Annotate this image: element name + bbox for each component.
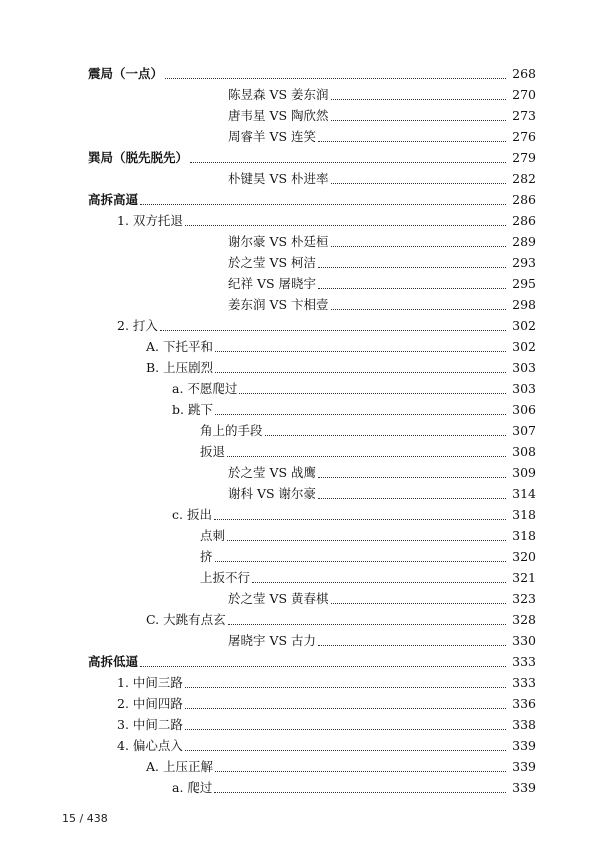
toc-entry-title: 谢尔豪 VS 朴廷桓	[228, 234, 329, 249]
toc-entry[interactable]	[0, 105, 598, 126]
toc-entry-title: 扳退	[200, 444, 226, 459]
toc-entry-title: a. 爬过	[172, 780, 213, 795]
toc-entry-title: 3. 中间二路	[117, 717, 183, 732]
toc-entry-page-number: 279	[512, 150, 536, 165]
toc-entry[interactable]	[0, 525, 598, 546]
toc-entry-page-number: 323	[512, 591, 536, 606]
toc-entry-title: 陈昱森 VS 姜东润	[228, 87, 329, 102]
toc-entry-title: 4. 偏心点入	[117, 738, 183, 753]
toc-entry-title: b. 跳下	[172, 402, 213, 417]
toc-entry-title: B. 上压剧烈	[146, 360, 214, 375]
dot-leader	[331, 245, 506, 247]
toc-entry[interactable]	[0, 546, 598, 567]
toc-entry[interactable]	[0, 147, 598, 168]
toc-entry-title: 角上的手段	[200, 423, 263, 438]
toc-entry[interactable]	[0, 462, 598, 483]
dot-leader	[140, 203, 506, 205]
dot-leader	[185, 749, 506, 751]
toc-entry-title: a. 不愿爬过	[172, 381, 238, 396]
toc-entry-title: 於之莹 VS 柯洁	[228, 255, 317, 270]
toc-entry[interactable]	[0, 441, 598, 462]
toc-entry-page-number: 276	[512, 129, 536, 144]
toc-entry[interactable]	[0, 504, 598, 525]
toc-entry-page-number: 339	[512, 780, 536, 795]
toc-entry-title: A. 上压正解	[146, 759, 213, 774]
toc-entry-title: c. 扳出	[172, 507, 212, 522]
toc-entry-title: 於之莹 VS 黄春棋	[228, 591, 329, 606]
toc-entry-page-number: 333	[512, 654, 536, 669]
toc-entry[interactable]	[0, 294, 598, 315]
dot-leader	[318, 266, 506, 268]
toc-entry-title: 高拆低逼	[88, 654, 139, 669]
toc-entry-page-number: 298	[512, 297, 536, 312]
toc-entry-page-number: 307	[512, 423, 536, 438]
toc-entry-title: 唐韦星 VS 陶欣然	[228, 108, 329, 123]
toc-entry-page-number: 309	[512, 465, 536, 480]
dot-leader	[318, 476, 506, 478]
dot-leader	[228, 623, 506, 625]
toc-entry-title: 高拆高逼	[88, 192, 139, 207]
dot-leader	[185, 224, 506, 226]
toc-entry-page-number: 286	[512, 213, 536, 228]
toc-entry[interactable]	[0, 567, 598, 588]
dot-leader	[215, 560, 506, 562]
toc-entry-page-number: 318	[512, 528, 536, 543]
toc-entry-page-number: 302	[512, 318, 536, 333]
toc-entry-title: 周睿羊 VS 连笑	[228, 129, 317, 144]
toc-entry[interactable]	[0, 252, 598, 273]
dot-leader	[215, 770, 506, 772]
toc-entry-page-number: 295	[512, 276, 536, 291]
toc-entry-page-number: 268	[512, 66, 536, 81]
toc-entry[interactable]	[0, 357, 598, 378]
toc-entry-page-number: 320	[512, 549, 536, 564]
toc-entry-page-number: 302	[512, 339, 536, 354]
dot-leader	[318, 287, 506, 289]
toc-entry-page-number: 273	[512, 108, 536, 123]
toc-entry[interactable]	[0, 777, 598, 798]
toc-entry-title: 上扳不行	[200, 570, 251, 585]
toc-entry[interactable]	[0, 210, 598, 231]
toc-entry-title: 姜东润 VS 卞相壹	[228, 297, 329, 312]
toc-entry-page-number: 286	[512, 192, 536, 207]
toc-entry-title: 1. 中间三路	[117, 675, 183, 690]
toc-entry-page-number: 339	[512, 759, 536, 774]
toc-entry[interactable]	[0, 336, 598, 357]
toc-entry-title: 挤	[200, 549, 213, 564]
dot-leader	[140, 665, 506, 667]
dot-leader	[215, 413, 506, 415]
toc-entry[interactable]	[0, 168, 598, 189]
toc-entry-title: A. 下托平和	[146, 339, 213, 354]
toc-entry[interactable]	[0, 315, 598, 336]
dot-leader	[239, 392, 506, 394]
toc-entry-page-number: 318	[512, 507, 536, 522]
toc-entry-page-number: 314	[512, 486, 536, 501]
toc-entry-title: C. 大跳有点玄	[146, 612, 226, 627]
toc-entry[interactable]	[0, 483, 598, 504]
toc-entry[interactable]	[0, 189, 598, 210]
toc-entry-page-number: 336	[512, 696, 536, 711]
dot-leader	[265, 434, 506, 436]
dot-leader	[190, 161, 506, 163]
toc-entry[interactable]	[0, 651, 598, 672]
dot-leader	[227, 455, 506, 457]
toc-entry-page-number: 289	[512, 234, 536, 249]
dot-leader	[165, 77, 506, 79]
dot-leader	[215, 350, 506, 352]
toc-entry[interactable]	[0, 378, 598, 399]
toc-entry[interactable]	[0, 420, 598, 441]
toc-entry-page-number: 321	[512, 570, 536, 585]
toc-entry-title: 巽局（脱先脱先）	[88, 150, 189, 165]
dot-leader	[214, 518, 506, 520]
table-of-contents	[0, 63, 598, 798]
toc-entry[interactable]	[0, 588, 598, 609]
toc-entry-title: 震局（一点）	[88, 66, 164, 81]
dot-leader	[331, 119, 506, 121]
toc-entry-title: 1. 双方托退	[117, 213, 183, 228]
toc-entry-title: 2. 打入	[117, 318, 158, 333]
toc-entry[interactable]	[0, 63, 598, 84]
toc-entry-page-number: 293	[512, 255, 536, 270]
toc-entry-page-number: 303	[512, 381, 536, 396]
toc-entry-title: 点刺	[200, 528, 226, 543]
toc-entry[interactable]	[0, 399, 598, 420]
toc-entry-page-number: 270	[512, 87, 536, 102]
toc-entry-page-number: 330	[512, 633, 536, 648]
toc-entry-page-number: 333	[512, 675, 536, 690]
toc-entry-title: 2. 中间四路	[117, 696, 183, 711]
toc-entry[interactable]	[0, 630, 598, 651]
toc-entry-page-number: 306	[512, 402, 536, 417]
toc-entry[interactable]	[0, 693, 598, 714]
toc-entry-page-number: 339	[512, 738, 536, 753]
toc-entry[interactable]	[0, 231, 598, 252]
dot-leader	[331, 182, 506, 184]
toc-entry-title: 谢科 VS 谢尔豪	[228, 486, 317, 501]
toc-entry[interactable]	[0, 735, 598, 756]
dot-leader	[331, 98, 506, 100]
page-indicator: 15 / 438	[62, 812, 108, 825]
dot-leader	[252, 581, 506, 583]
dot-leader	[318, 140, 506, 142]
dot-leader	[318, 644, 506, 646]
toc-entry-page-number: 303	[512, 360, 536, 375]
dot-leader	[331, 602, 506, 604]
dot-leader	[185, 728, 506, 730]
toc-entry-page-number: 308	[512, 444, 536, 459]
toc-entry[interactable]	[0, 672, 598, 693]
toc-entry-page-number: 338	[512, 717, 536, 732]
dot-leader	[215, 371, 506, 373]
toc-entry[interactable]	[0, 273, 598, 294]
toc-entry[interactable]	[0, 756, 598, 777]
dot-leader	[214, 791, 506, 793]
dot-leader	[160, 329, 506, 331]
dot-leader	[331, 308, 506, 310]
toc-entry[interactable]	[0, 84, 598, 105]
toc-entry-title: 朴键昊 VS 朴进率	[228, 171, 329, 186]
toc-entry-page-number: 328	[512, 612, 536, 627]
dot-leader	[318, 497, 506, 499]
dot-leader	[185, 707, 506, 709]
toc-entry-title: 於之莹 VS 战鹰	[228, 465, 317, 480]
toc-entry[interactable]	[0, 714, 598, 735]
toc-entry[interactable]	[0, 609, 598, 630]
dot-leader	[227, 539, 506, 541]
toc-entry-page-number: 282	[512, 171, 536, 186]
toc-entry[interactable]	[0, 126, 598, 147]
toc-entry-title: 屠晓宇 VS 古力	[228, 633, 317, 648]
toc-entry-title: 纪祥 VS 屠晓宇	[228, 276, 317, 291]
dot-leader	[185, 686, 506, 688]
